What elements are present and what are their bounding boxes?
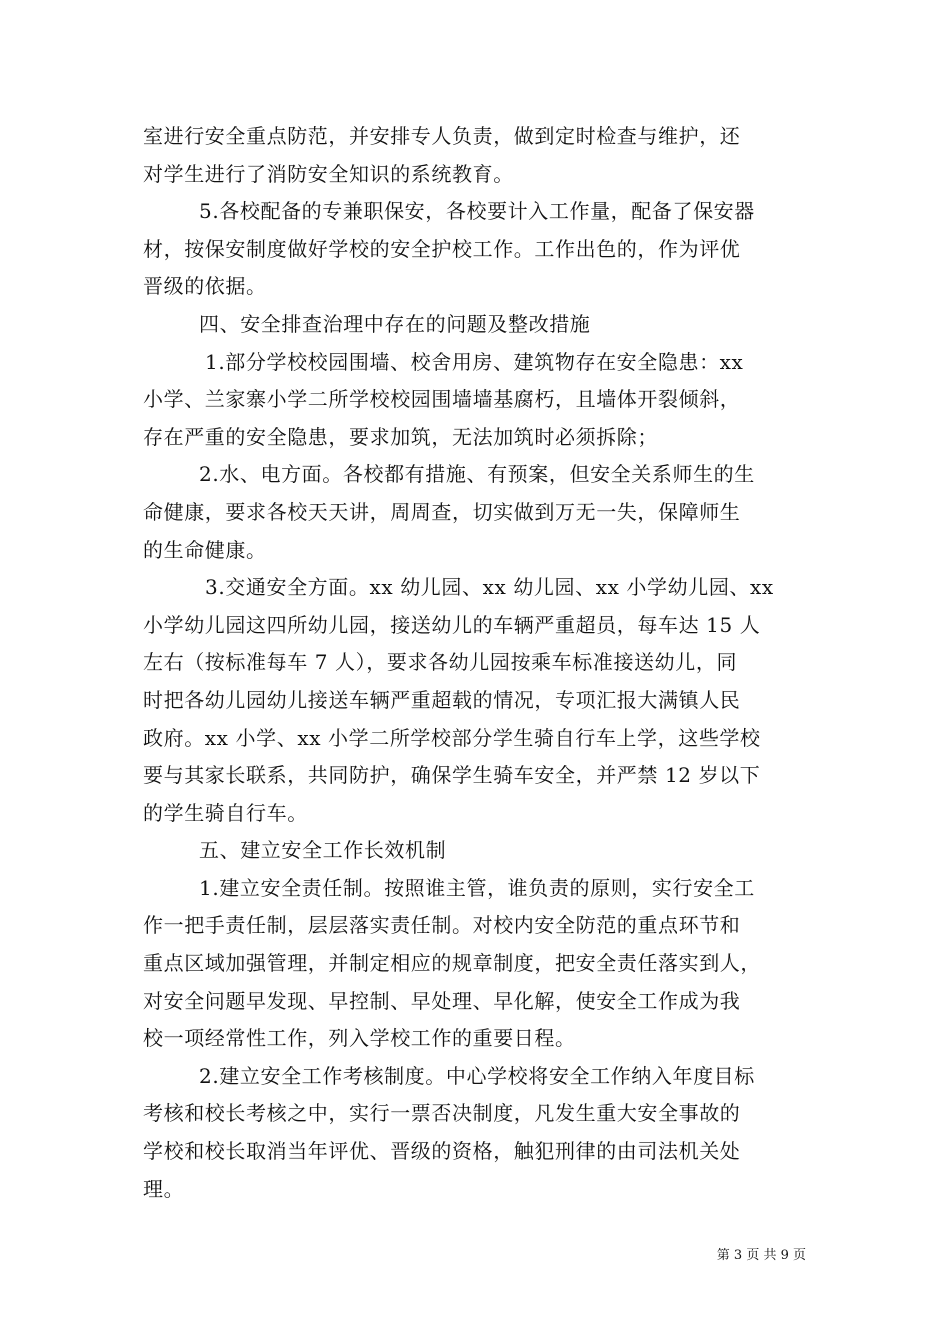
text-line: 的学生骑自行车。 <box>143 800 308 825</box>
text-line: 晋级的依据。 <box>143 274 267 299</box>
text-line: 对学生进行了消防安全知识的系统教育。 <box>143 161 514 186</box>
text-line: 室进行安全重点防范，并安排专人负责，做到定时检查与维护，还 <box>143 124 741 148</box>
text-line: 重点区域加强管理，并制定相应的规章制度，把安全责任落实到人， <box>143 951 761 976</box>
text-line: 3.交通安全方面。xx 幼儿园、xx 幼儿园、xx 小学幼儿园、xx <box>205 575 774 600</box>
text-line: 命健康，要求各校天天讲，周周查，切实做到万无一失，保障师生 <box>143 499 741 524</box>
text-line: 理。 <box>143 1176 185 1201</box>
text-line: 小学、兰家寨小学二所学校校园围墙墙基腐朽，且墙体开裂倾斜， <box>143 387 741 412</box>
section-heading: 五、建立安全工作长效机制 <box>199 838 447 863</box>
text-line: 1.部分学校校园围墙、校舍用房、建筑物存在安全隐患：xx <box>205 349 744 374</box>
text-line: 学校和校长取消当年评优、晋级的资格，触犯刑律的由司法机关处 <box>143 1139 741 1164</box>
document-body <box>143 118 809 1208</box>
text-line: 5.各校配备的专兼职保安，各校要计入工作量，配备了保安器 <box>199 199 755 224</box>
text-line: 左右（按标准每车 7 人），要求各幼儿园按乘车标准接送幼儿，同 <box>143 650 738 675</box>
text-line: 作一把手责任制，层层落实责任制。对校内安全防范的重点环节和 <box>143 913 741 938</box>
text-line: 时把各幼儿园幼儿接送车辆严重超载的情况，专项汇报大满镇人民 <box>143 687 741 712</box>
text-line: 的生命健康。 <box>143 537 267 562</box>
text-line: 校一项经常性工作，列入学校工作的重要日程。 <box>143 1026 576 1051</box>
text-line: 对安全问题早发现、早控制、早处理、早化解，使安全工作成为我 <box>143 988 741 1013</box>
text-line: 政府。xx 小学、xx 小学二所学校部分学生骑自行车上学，这些学校 <box>143 725 761 750</box>
section-heading: 四、安全排查治理中存在的问题及整改措施 <box>199 311 591 336</box>
text-line: 小学幼儿园这四所幼儿园，接送幼儿的车辆严重超员，每车达 15 人 <box>143 612 761 637</box>
text-line: 存在严重的安全隐患，要求加筑，无法加筑时必须拆除； <box>143 424 658 449</box>
text-line: 考核和校长考核之中，实行一票否决制度，凡发生重大安全事故的 <box>143 1101 741 1126</box>
text-line: 2.水、电方面。各校都有措施、有预案，但安全关系师生的生 <box>199 462 755 487</box>
text-line: 1.建立安全责任制。按照谁主管，谁负责的原则，实行安全工 <box>199 875 755 900</box>
text-line: 材，按保安制度做好学校的安全护校工作。工作出色的，作为评优 <box>143 236 741 261</box>
text-line: 要与其家长联系，共同防护，确保学生骑车安全，并严禁 12 岁以下 <box>143 763 761 788</box>
text-line: 2.建立安全工作考核制度。中心学校将安全工作纳入年度目标 <box>199 1063 755 1088</box>
page-number-footer: 第 3 页 共 9 页 <box>716 1248 806 1263</box>
